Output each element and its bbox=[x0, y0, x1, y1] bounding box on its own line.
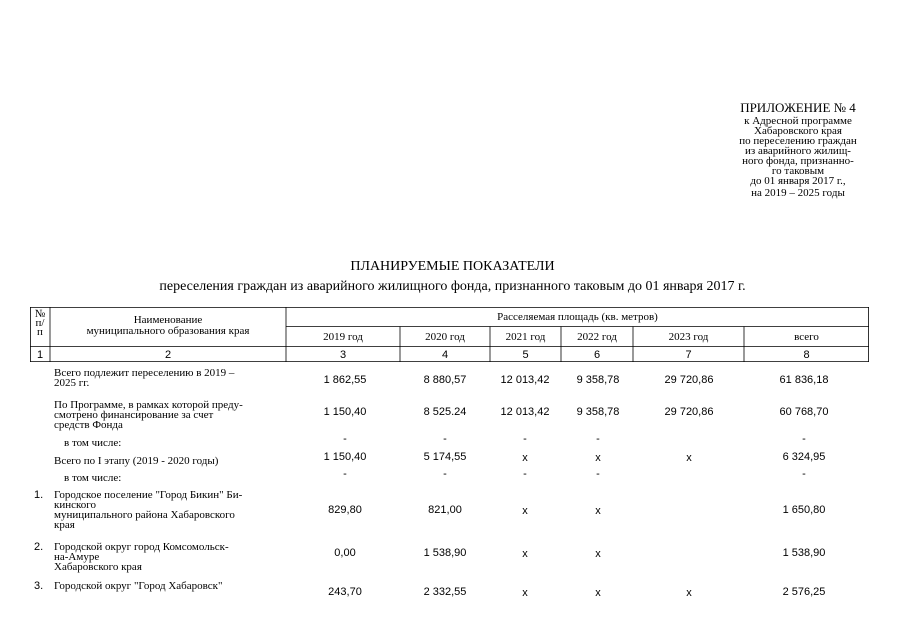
row-name bbox=[54, 400, 294, 430]
value-cell: - bbox=[343, 433, 347, 445]
value-cell: 1 150,40 bbox=[323, 451, 367, 463]
header-year-2020: 2020 год bbox=[425, 331, 465, 343]
value-cell: 1 650,80 bbox=[782, 504, 826, 516]
value-cell: 8 525.24 bbox=[423, 406, 467, 418]
value-cell: - bbox=[523, 468, 527, 480]
row-name-line: на-Амуре bbox=[54, 551, 100, 563]
header-num bbox=[30, 310, 50, 337]
appendix-line: на 2019 – 2025 годы bbox=[751, 187, 845, 199]
value-cell: 9 358,78 bbox=[576, 374, 620, 386]
value-cell: 1 538,90 bbox=[782, 547, 826, 559]
header-num-line: № bbox=[34, 308, 46, 320]
appendix-line: го таковым bbox=[771, 165, 825, 177]
value-cell: 12 013,42 bbox=[500, 406, 550, 418]
col-number: 6 bbox=[593, 349, 601, 361]
header-total: всего bbox=[794, 331, 819, 343]
value-cell: х bbox=[522, 505, 528, 517]
value-cell: 61 836,18 bbox=[779, 374, 829, 386]
value-cell: 1 150,40 bbox=[323, 406, 367, 418]
header-year-2022: 2022 год bbox=[577, 331, 617, 343]
value-cell: 29 720,86 bbox=[664, 406, 714, 418]
value-cell: х bbox=[522, 548, 528, 560]
header-name-line: Наименование bbox=[133, 314, 203, 326]
value-cell: - bbox=[802, 433, 806, 445]
header-year-2021: 2021 год bbox=[505, 331, 546, 343]
value-cell: - bbox=[596, 468, 600, 480]
header-name bbox=[50, 315, 286, 337]
value-cell: х bbox=[522, 587, 528, 599]
row-number: 1. bbox=[34, 489, 44, 501]
value-cell: х bbox=[595, 587, 601, 599]
row-name-line: Городское поселение "Город Бикин" Би- bbox=[54, 489, 243, 501]
row-name-line: муниципального района Хабаровского bbox=[54, 509, 235, 521]
row-name bbox=[54, 581, 294, 591]
value-cell: 2 332,55 bbox=[423, 586, 467, 598]
row-name bbox=[64, 438, 294, 448]
value-cell: - bbox=[343, 468, 347, 480]
row-name bbox=[54, 490, 294, 530]
row-name-line: средств Фонда bbox=[54, 419, 123, 431]
value-cell: 2 576,25 bbox=[782, 586, 826, 598]
row-name-line: смотрено финансирование за счет bbox=[54, 409, 214, 421]
value-cell: 8 880,57 bbox=[423, 374, 467, 386]
row-number: 3. bbox=[34, 580, 44, 592]
appendix-line: по переселению граждан bbox=[739, 135, 857, 147]
row-name bbox=[64, 473, 294, 483]
header-name-line: муниципального образования края bbox=[86, 325, 250, 337]
value-cell: 9 358,78 bbox=[576, 406, 620, 418]
value-cell: х bbox=[595, 505, 601, 517]
document-subtitle: переселения граждан из аварийного жилищного фонда, признанного таковым до 01 января 2017 г. bbox=[159, 279, 746, 294]
row-name-line: Всего подлежит переселению в 2019 – bbox=[54, 367, 235, 379]
appendix-line: до 01 января 2017 г., bbox=[750, 175, 846, 187]
value-cell: - bbox=[596, 433, 600, 445]
header-area: Расселяемая площадь (кв. метров) bbox=[497, 311, 658, 323]
value-cell: 12 013,42 bbox=[500, 374, 550, 386]
col-number: 7 bbox=[685, 349, 692, 361]
row-name-line: кинского bbox=[54, 499, 97, 511]
row-name-line: 2025 гг. bbox=[54, 377, 90, 389]
value-cell: 1 862,55 bbox=[323, 374, 367, 386]
value-cell: 829,80 bbox=[328, 504, 362, 516]
value-cell: 6 324,95 bbox=[782, 451, 826, 463]
col-number: 1 bbox=[36, 349, 44, 361]
row-name-line: Хабаровского края bbox=[54, 561, 142, 573]
row-name bbox=[54, 456, 294, 466]
value-cell: 243,70 bbox=[328, 586, 362, 598]
value-cell: 29 720,86 bbox=[664, 374, 714, 386]
value-cell: 60 768,70 bbox=[779, 406, 829, 418]
appendix-line: ного фонда, признанно- bbox=[742, 155, 854, 167]
appendix-line: Хабаровского края bbox=[754, 125, 842, 137]
value-cell: х bbox=[686, 587, 692, 599]
row-name-line: По Программе, в рамках которой преду- bbox=[54, 399, 243, 411]
row-name-line: Городской округ "Город Хабаровск" bbox=[54, 580, 223, 592]
header-year-2019: 2019 год bbox=[323, 331, 363, 343]
value-cell: 0,00 bbox=[334, 547, 356, 559]
value-cell: 5 174,55 bbox=[423, 451, 467, 463]
col-number: 8 bbox=[803, 349, 810, 361]
row-name-line: в том числе: bbox=[64, 437, 122, 449]
row-name-line: края bbox=[54, 519, 75, 531]
col-number: 4 bbox=[441, 349, 449, 361]
value-cell: х bbox=[522, 452, 528, 464]
value-cell: х bbox=[595, 548, 601, 560]
header-year-2023: 2023 год bbox=[668, 331, 709, 343]
value-cell: х bbox=[686, 452, 692, 464]
header-num-line: п bbox=[37, 326, 43, 338]
row-name-line: Всего по I этапу (2019 - 2020 годы) bbox=[54, 455, 219, 467]
value-cell: - bbox=[443, 433, 447, 445]
header-num-line: п/ bbox=[35, 317, 45, 329]
value-cell: х bbox=[595, 452, 601, 464]
appendix-title: ПРИЛОЖЕНИЕ № 4 bbox=[740, 100, 856, 115]
appendix-block bbox=[700, 100, 896, 198]
row-number: 2. bbox=[34, 541, 44, 553]
row-name-line: в том числе: bbox=[64, 472, 122, 484]
col-number: 3 bbox=[339, 349, 347, 361]
row-name bbox=[54, 542, 294, 572]
value-cell: - bbox=[523, 433, 527, 445]
document-title: ПЛАНИРУЕМЫЕ ПОКАЗАТЕЛИ bbox=[350, 259, 555, 274]
appendix-line: к Адресной программе bbox=[744, 115, 852, 127]
value-cell: - bbox=[802, 468, 806, 480]
value-cell: 1 538,90 bbox=[423, 547, 467, 559]
value-cell: - bbox=[443, 468, 447, 480]
col-number: 5 bbox=[522, 349, 529, 361]
value-cell: 821,00 bbox=[428, 504, 462, 516]
appendix-line: из аварийного жилищ- bbox=[745, 145, 851, 157]
row-name-line: Городской округ город Комсомольск- bbox=[54, 541, 229, 553]
col-number: 2 bbox=[164, 349, 172, 361]
row-name bbox=[54, 368, 294, 388]
